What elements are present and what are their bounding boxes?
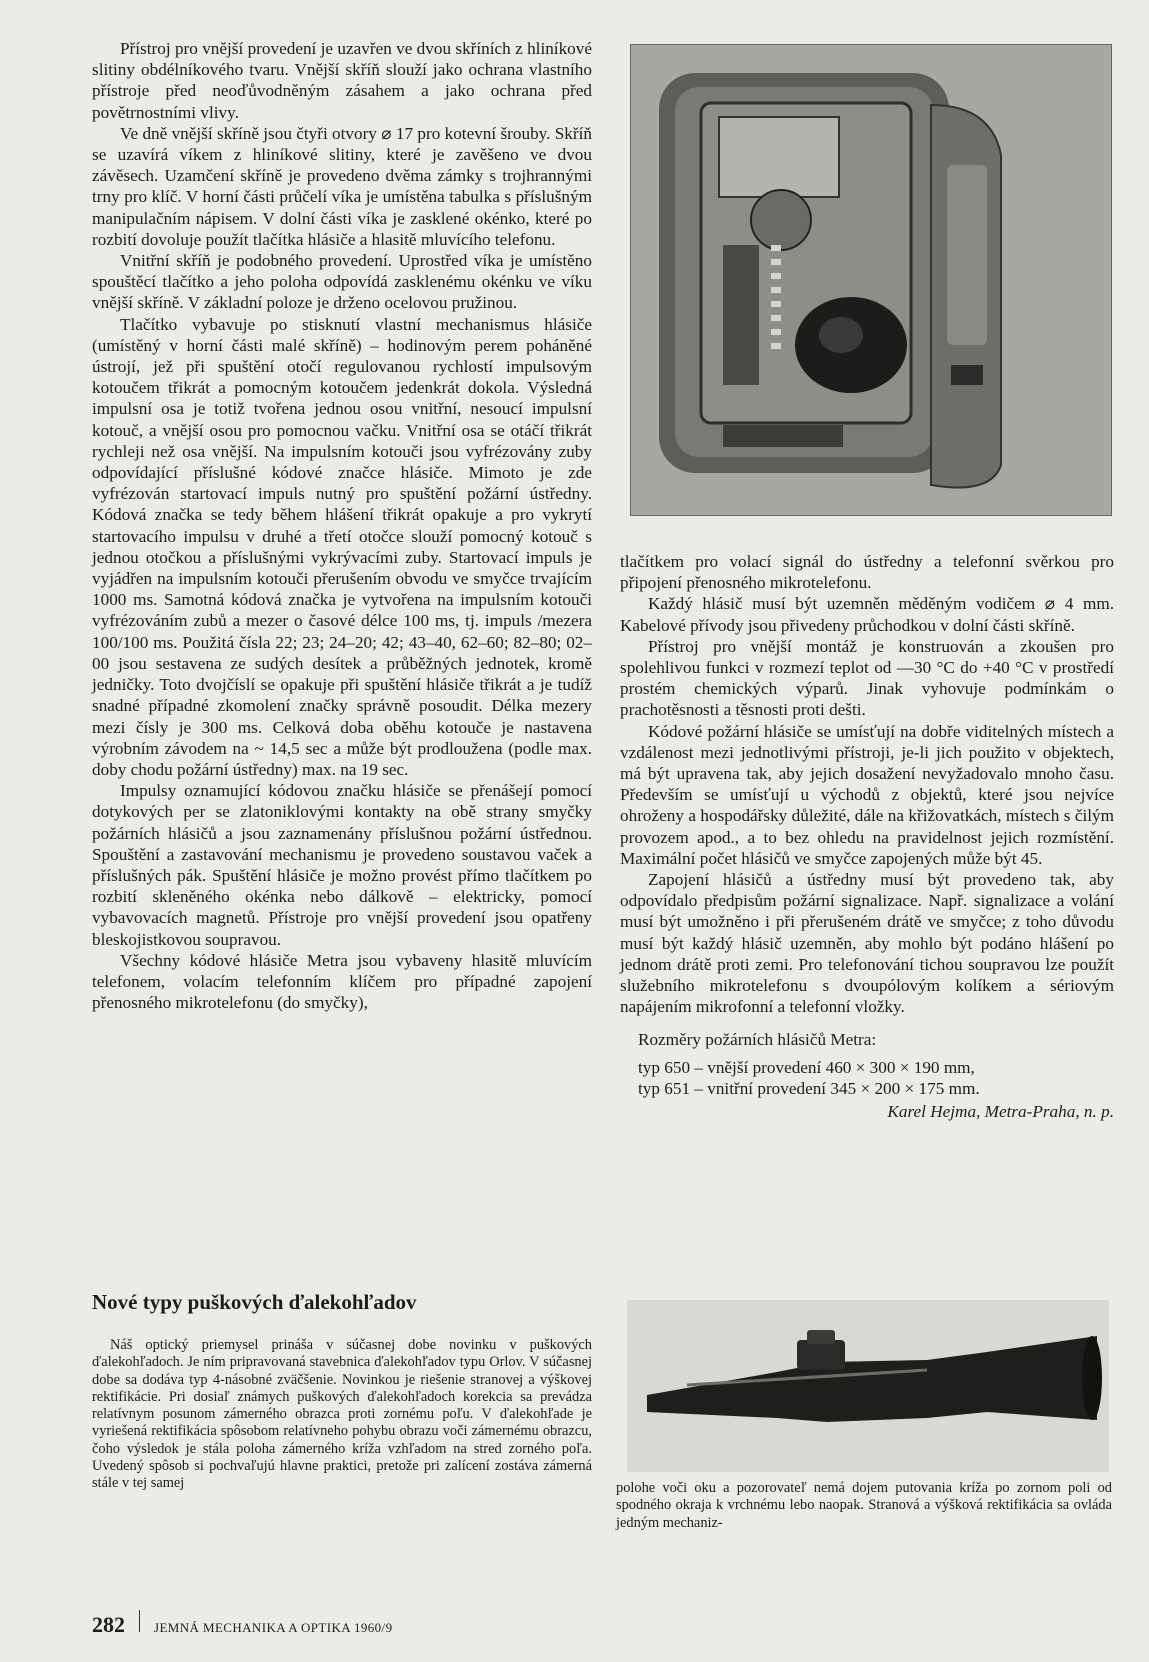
paragraph: tlačítkem pro volací signál do ústředny a telefonní svěrkou pro připojení přenosného mikrotelefonu. bbox=[620, 552, 1114, 593]
footer-divider bbox=[139, 1610, 140, 1632]
paragraph: Kódové požární hlásiče se umísťují na dobře viditelných místech a vzdálenost mezi jednotlivými přístroji, je-li jich použito v objektech, má být upravena tak, aby jejich dosažení nevyžadovalo mnoho času. Především se umísťují u východů z objektů, které jsou nejvíce ohroženy a hospodářsky důležité, dále na křižovatkách, místech s čilým provozem apod., a to bez ohledu na pravidelnost jejich rozmístění. Maximální počet hlásičů ve smyčce zapojených může být 45. bbox=[620, 721, 1114, 868]
dimensions-title: Rozměry požárních hlásičů Metra: bbox=[638, 1030, 877, 1050]
paragraph: Vnitřní skříň je podobného provedení. Uprostřed víka je umístěno spouštěcí tlačítko a jeho poloha odpovídá zasklenému okénku ve víku vnější skříně. V základní poloze je drženo ocelovou pružinou. bbox=[92, 251, 592, 313]
paragraph: polohe voči oku a pozorovateľ nemá dojem putovania kríža po zornom poli od spodného okraja k vrchnému lebo naopak. Stranová a výšková rektifikácia sa ovláda jedným mechaniz- bbox=[616, 1480, 1112, 1531]
paragraph: Všechny kódové hlásiče Metra jsou vybaveny hlasitě mluvícím telefonem, volacím telefonním klíčem pro případné zapojení přenosného mikrotelefonu (do smyčky), bbox=[92, 950, 592, 1013]
page-number: 282 bbox=[92, 1612, 125, 1637]
paragraph: Přístroj pro vnější montáž je konstruován a zkoušen pro spolehlivou funkci v rozmezí teplot od —30 °C do +40 °C v prostředí prostém chemických výparů. Jinak vyhovuje podmínkám o prachotěsnosti a těsnosti proti dešti. bbox=[620, 636, 1114, 720]
dimensions-block bbox=[620, 1029, 1114, 1099]
paragraph: Zapojení hlásičů a ústředny musí být provedeno tak, aby odpovídalo předpisům požární signalizace. Např. signalizace a volání musí být umožněno i při přerušeném drátě ve smyčce; z toho důvodu musí být každý hlásič uzemněn, aby mohlo být podáno hlášení po jednom drátě proti zemi. Pro telefonování tichou soupravou lze použít služebního mikrotelefonu s dvoupólovým kolíkem a sériovým napájením mikrofonní a telefonní vložky. bbox=[620, 870, 1114, 1017]
paragraph: Ve dně vnější skříně jsou čtyři otvory ⌀ 17 pro kotevní šrouby. Skříň se uzavírá víkem z hliníkové slitiny, které je zavěšeno ve dvou závěsech. Uzamčení skříně je provedeno dvěma zámky s trojhrannými trny pro klíč. V horní části průčelí víka je umístěna tabulka s příslušným manipulačním nápisem. V dolní části víka je zasklené okénko, které po rozbití dovoluje použít tlačítka hlásiče a hlasitě mluvícího telefonu. bbox=[92, 123, 592, 249]
dimension-line: typ 650 – vnější provedení 460 × 300 × 190 mm, bbox=[638, 1057, 975, 1077]
journal-title: JEMNÁ MECHANIKA A OPTIKA 1960/9 bbox=[154, 1620, 393, 1635]
section-title: Nové typy puškových ďalekohľadov bbox=[92, 1290, 417, 1314]
dimension-line: typ 651 – vnitřní provedení 345 × 200 × 175 mm. bbox=[638, 1078, 980, 1098]
paragraph: Náš optický priemysel prináša v súčasnej dobe novinku v puškových ďalekohľadoch. Je ním pripravovaná stavebnica ďalekohľadov typu Orlov. V súčasnej dobe sa dodáva typ 4-násobné zväčšenie. Novinkou je riešenie stranovej a výškovej rektifikácie. Pri dosiaľ známych puškových ďalekohľadoch korekcia sa prevádza relatívnym posunom zámerného obrazca proti zornému poľu. V ďalekohľade je vyriešená rektifikácia spôsobom relatívneho pohybu obrazu voči zámernému obrazcu, čoho výsledok je stála poloha zámerného kríža vzhľadom na stred zorného poľa. Uvedený spôsob si pochvaľujú hlavne praktici, pretože pri zalícení zostáva zámerná stále v tej samej bbox=[92, 1337, 592, 1492]
paragraph: Přístroj pro vnější provedení je uzavřen ve dvou skříních z hliníkové slitiny obdélníkového tvaru. Vnější skříň slouží jako ochrana vlastního přístroje před neoďůvodněným zásahem a jako ochrana před povětrnostními vlivy. bbox=[92, 39, 592, 122]
second-article-right bbox=[616, 1480, 1112, 1532]
paragraph: Tlačítko vybavuje po stisknutí vlastní mechanismus hlásiče (umístěný v horní části malé skříně) – hodinovým perem poháněné ústrojí, jež při spuštění otočí regulovanou rychlostí impulsovým kotoučem třikrát a pomocným kotoučem jedenkrát dokola. Výsledná impulsní osa je totiž tvořena jednou osou vnitřní, nesoucí impulsní kotouč, a vnější osou pro pomocnou vačku. Vnitřní osa se otáčí třikrát rychleji než osa vnější. Na impulsním kotouči jsou vyfrézovány zuby odpovídající příslušné kódové značce hlásiče. Mimoto je zde vyfrézován startovací impuls nutný pro spuštění požární ústředny. Kódová značka se tedy během hlášení třikrát opakuje a pro vykrytí startovacího impulsu v druhé a třetí otočce slouží pomocný kotouč s jednou otočkou a příslušnými vykrývacími zuby. Startovací impuls je vyjádřen na impulsním kotouči přerušením obvodu ve smyčce trvajícím 1000 ms. Samotná kódová značka je vytvořena na impulsním kotouči vyfrézováním zubů a mezer o časové délce 100 ms, tj. impuls /mezera 100/100 ms. Použitá čísla 22; 23; 24–20; 42; 43–40, 62–60; 82–80; 02–00 jsou sestavena ze sudých desítek a průběžných jednotek, kromě jedničky. Toto dvojčíslí se opakuje při spuštění hlásiče třikrát a je tudíž snadné případné zkomolení značky správně posoudit. Délka mezery mezi čísly je 300 ms. Celková doba oběhu kotouče je nastavena výrobním závodem na ~ 14,5 sec a může být prodloužena (podle max. doby chodu požární ústředny) max. na 19 sec. bbox=[92, 314, 592, 779]
paragraph: Impulsy oznamující kódovou značku hlásiče se přenášejí pomocí dotykových per se zlatoniklovými kontakty na obě strany smyčky požárních hlásičů a jsou zaznamenány příslušnou požární ústřednou. Spouštění a zastavování mechanismu je provedeno soustavou vaček a příslušných pák. Spuštění hlásiče je možno provést přímo tlačítkem po rozbití skleněného okénka nebo dálkově – elektricky, pomocí vybavovacích magnetů. Přístroje pro vnější provedení jsou opatřeny bleskojistkovou soupravou. bbox=[92, 781, 592, 949]
author-signature: Karel Hejma, Metra-Praha, n. p. bbox=[887, 1102, 1114, 1122]
riflescope-photo bbox=[627, 1300, 1109, 1472]
fire-alarm-photo bbox=[630, 44, 1112, 516]
second-article-left bbox=[92, 1337, 592, 1493]
article-right-column bbox=[620, 551, 1114, 1122]
paragraph: Každý hlásič musí být uzemněn měděným vodičem ⌀ 4 mm. Kabelové přívody jsou přivedeny průchodkou v dolní části skříně. bbox=[620, 594, 1114, 635]
article-left-column bbox=[92, 38, 592, 1013]
page-footer bbox=[92, 1610, 692, 1638]
